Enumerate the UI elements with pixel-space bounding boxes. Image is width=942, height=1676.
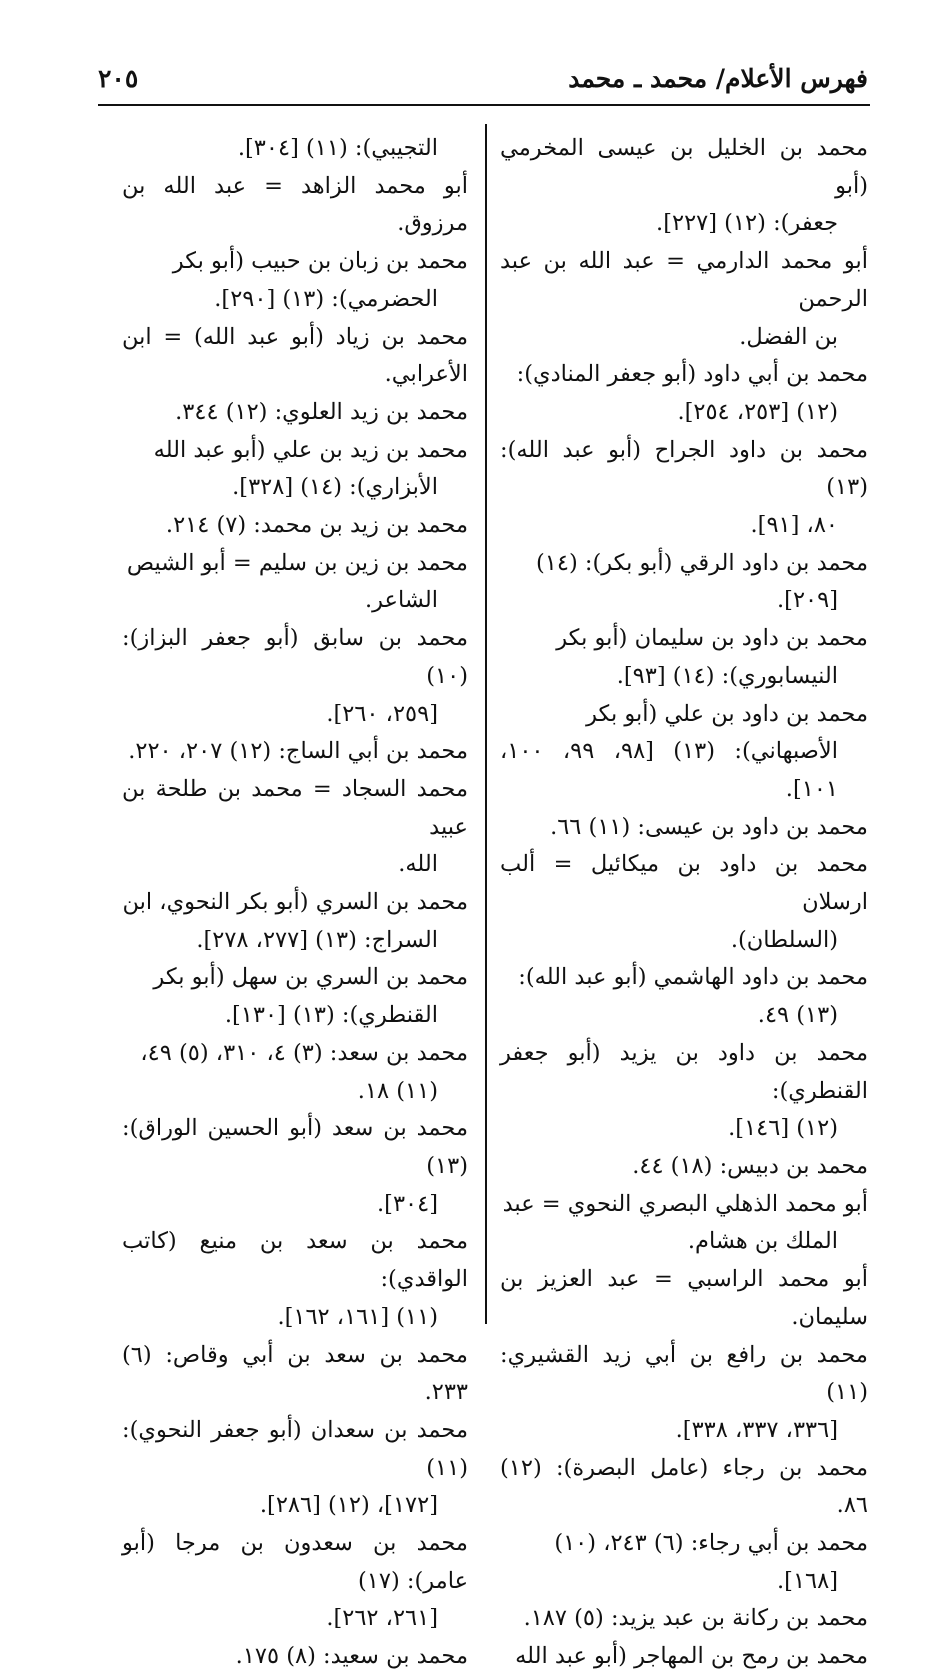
entry-continuation: الأبزاري): (١٤) [٣٢٨]. — [232, 474, 438, 501]
entry-heading-line: محمد بن أبي داود (أبو جعفر المنادي): — [516, 361, 868, 388]
running-title: فهرس الأعلام/ محمد ـ محمد — [568, 63, 868, 93]
entry-continuation: القنطري): (١٣) [١٣٠]. — [224, 1002, 438, 1029]
entry-heading-line: التجيبي): (١١) [٣٠٤]. — [237, 135, 438, 161]
index-entry — [122, 507, 468, 545]
entry-continuation: (١١) ١٨. — [357, 1077, 438, 1104]
entry-continuation: (١٢) [٢٥٣، ٢٥٤]. — [677, 398, 838, 425]
entry-heading-line: محمد بن داود بن ميكائيل = ألب ارسلان — [500, 851, 868, 916]
index-entry — [122, 1638, 468, 1676]
entry-heading-line: أبو محمد الزاهد = عبد الله بن مرزوق. — [122, 172, 468, 237]
entry-heading-line: محمد بن سعد بن أبي وقاص: (٦) ٢٣٣. — [122, 1341, 468, 1406]
entry-continuation: بن الفضل. — [739, 323, 838, 350]
entry-continuation: (السلطان). — [730, 926, 838, 953]
entry-heading-line: محمد بن سعد (أبو الحسين الوراق): (١٣) — [122, 1115, 468, 1179]
entry-heading-line: محمد بن دبيس: (١٨) ٤٤. — [632, 1152, 868, 1179]
entry-heading-line: محمد بن أبي رجاء: (٦) ٢٤٣، (١٠) — [554, 1530, 868, 1557]
entry-heading-line: محمد بن رجاء (عامل البصرة): (١٢) ٨٦. — [500, 1454, 868, 1519]
index-entry — [500, 545, 868, 620]
index-entry — [500, 130, 868, 243]
index-entry — [122, 1110, 468, 1223]
entry-continuation: (١٢) [١٤٦]. — [728, 1115, 838, 1142]
entry-continuation: الله. — [398, 851, 438, 878]
entry-continuation: جعفر): (١٢) [٢٢٧]. — [656, 210, 838, 237]
index-entry — [500, 1525, 868, 1600]
entry-heading-line: محمد بن السري بن سهل (أبو بكر — [153, 964, 468, 991]
entry-continuation: [٢٦١، ٢٦٢]. — [326, 1605, 438, 1632]
entry-continuation: [٢٠٩]. — [777, 587, 838, 614]
index-entry — [500, 1450, 868, 1525]
index-entry — [122, 733, 468, 771]
entry-heading-line: محمد بن زيد بن علي (أبو عبد الله — [153, 436, 468, 463]
entry-heading-line: محمد بن زبان بن حبيب (أبو بكر — [172, 248, 468, 275]
index-entry — [122, 319, 468, 394]
entry-heading-line: محمد بن داود بن سليمان (أبو بكر — [556, 625, 868, 652]
entry-continuation: ٨٠، [٩١]. — [750, 512, 838, 539]
entry-continuation: (١٣) ٤٩. — [757, 1002, 838, 1029]
entry-continuation: [٣٠٤]. — [377, 1190, 438, 1217]
entry-heading-line: محمد بن زياد (أبو عبد الله) = ابن الأعرابي. — [122, 323, 468, 388]
index-entry — [500, 696, 868, 809]
index-entry — [122, 1035, 468, 1110]
entry-continuation: النيسابوري): (١٤) [٩٣]. — [616, 662, 838, 689]
entry-heading-line: محمد بن سعد بن منيع (كاتب الواقدي): — [122, 1228, 468, 1293]
index-entry — [500, 1148, 868, 1186]
index-entry — [122, 959, 468, 1034]
entry-heading-line: محمد بن داود الهاشمي (أبو عبد الله): — [518, 964, 868, 991]
entry-heading-line: محمد بن أبي الساج: (١٢) ٢٠٧، ٢٢٠. — [128, 738, 468, 765]
index-entry — [122, 1223, 468, 1336]
index-entry — [122, 130, 468, 168]
index-entry — [500, 243, 868, 356]
index-entry — [122, 394, 468, 432]
index-entry — [500, 620, 868, 695]
index-entry — [500, 1186, 868, 1261]
index-entry — [500, 1337, 868, 1450]
index-entry — [122, 545, 468, 620]
index-entry — [122, 884, 468, 959]
entry-heading-line: محمد بن السري (أبو بكر النحوي، ابن — [122, 889, 468, 916]
entry-heading-line: محمد بن سعيد: (٨) ١٧٥. — [235, 1643, 468, 1670]
entry-heading-line: محمد السجاد = محمد بن طلحة بن عبيد — [122, 775, 468, 840]
entry-heading-line: أبو محمد الدارمي = عبد الله بن عبد الرحمن — [500, 248, 868, 312]
entry-heading-line: محمد بن داود بن علي (أبو بكر — [586, 700, 868, 727]
index-entry — [500, 809, 868, 847]
entry-continuation: السراج: (١٣) [٢٧٧، ٢٧٨]. — [196, 926, 438, 953]
index-entry — [122, 771, 468, 884]
index-entry — [122, 1525, 468, 1638]
page-number: ٢٠٥ — [98, 63, 139, 93]
entry-heading-line: محمد بن داود بن يزيد (أبو جعفر القنطري): — [500, 1039, 868, 1104]
entry-heading-line: محمد بن زين بن سليم = أبو الشيص — [126, 549, 468, 576]
entry-continuation: (١١) [١٦١، ١٦٢]. — [277, 1303, 438, 1330]
index-entry — [122, 1412, 468, 1525]
entry-heading-line: محمد بن داود الرقي (أبو بكر): (١٤) — [536, 549, 868, 576]
index-entry — [500, 959, 868, 1034]
index-entry — [500, 356, 868, 431]
entry-continuation: الحضرمي): (١٣) [٢٩٠]. — [214, 285, 438, 312]
entry-heading-line: محمد بن ركانة بن عبد يزيد: (٥) ١٨٧. — [523, 1605, 868, 1632]
header-rule — [98, 104, 870, 106]
index-entry — [500, 846, 868, 959]
entry-heading-line: محمد بن رمح بن المهاجر (أبو عبد الله — [515, 1643, 868, 1670]
index-entry — [122, 620, 468, 733]
entry-heading-line: محمد بن زيد العلوي: (١٢) ٣٤٤. — [175, 398, 468, 425]
entry-continuation: [٣٣٦، ٣٣٧، ٣٣٨]. — [675, 1416, 838, 1443]
entry-heading-line: محمد بن الخليل بن عيسى المخرمي (أبو — [500, 135, 868, 199]
index-entry — [122, 243, 468, 318]
index-entry — [500, 1035, 868, 1148]
index-entry — [500, 1261, 868, 1336]
index-entry — [500, 1638, 868, 1676]
index-entry — [122, 1337, 468, 1412]
entry-heading-line: أبو محمد الراسبي = عبد العزيز بن سليمان. — [500, 1266, 868, 1330]
entry-heading-line: محمد بن سعدون بن مرجا (أبو عامر): (١٧) — [122, 1530, 468, 1594]
entry-heading-line: محمد بن داود الجراح (أبو عبد الله): (١٣) — [500, 436, 868, 501]
index-entry — [500, 432, 868, 545]
entry-continuation: [١٦٨]. — [777, 1567, 838, 1594]
index-entry — [122, 168, 468, 243]
entry-heading-line: محمد بن سعد: (٣) ٤، ٣١٠، (٥) ٤٩، — [140, 1039, 468, 1066]
entry-heading-line: أبو محمد الذهلي البصري النحوي = عبد — [502, 1190, 868, 1217]
entry-continuation: الشاعر. — [364, 587, 438, 614]
entry-heading-line: محمد بن داود بن عيسى: (١١) ٦٦. — [550, 813, 868, 840]
index-entry — [122, 432, 468, 507]
entry-continuation: الملك بن هشام. — [687, 1228, 838, 1255]
page-header — [98, 58, 868, 98]
entry-heading-line: محمد بن زيد بن محمد: (٧) ٢١٤. — [165, 512, 468, 539]
entry-heading-line: محمد بن سعدان (أبو جعفر النحوي): (١١) — [122, 1416, 468, 1481]
index-column-right — [500, 130, 868, 1676]
column-divider — [485, 124, 487, 1324]
index-column-left — [122, 130, 468, 1676]
entry-continuation: [٢٥٩، ٢٦٠]. — [326, 700, 438, 727]
index-entry — [500, 1600, 868, 1638]
entry-continuation: الأصبهاني): (١٣) [٩٨، ٩٩، ١٠٠، ١٠١]. — [500, 738, 838, 802]
entry-heading-line: محمد بن سابق (أبو جعفر البزاز): (١٠) — [122, 625, 468, 689]
entry-heading-line: محمد بن رافع بن أبي زيد القشيري: (١١) — [500, 1341, 868, 1406]
entry-continuation: [١٧٢]، (١٢) [٢٨٦]. — [259, 1492, 438, 1519]
